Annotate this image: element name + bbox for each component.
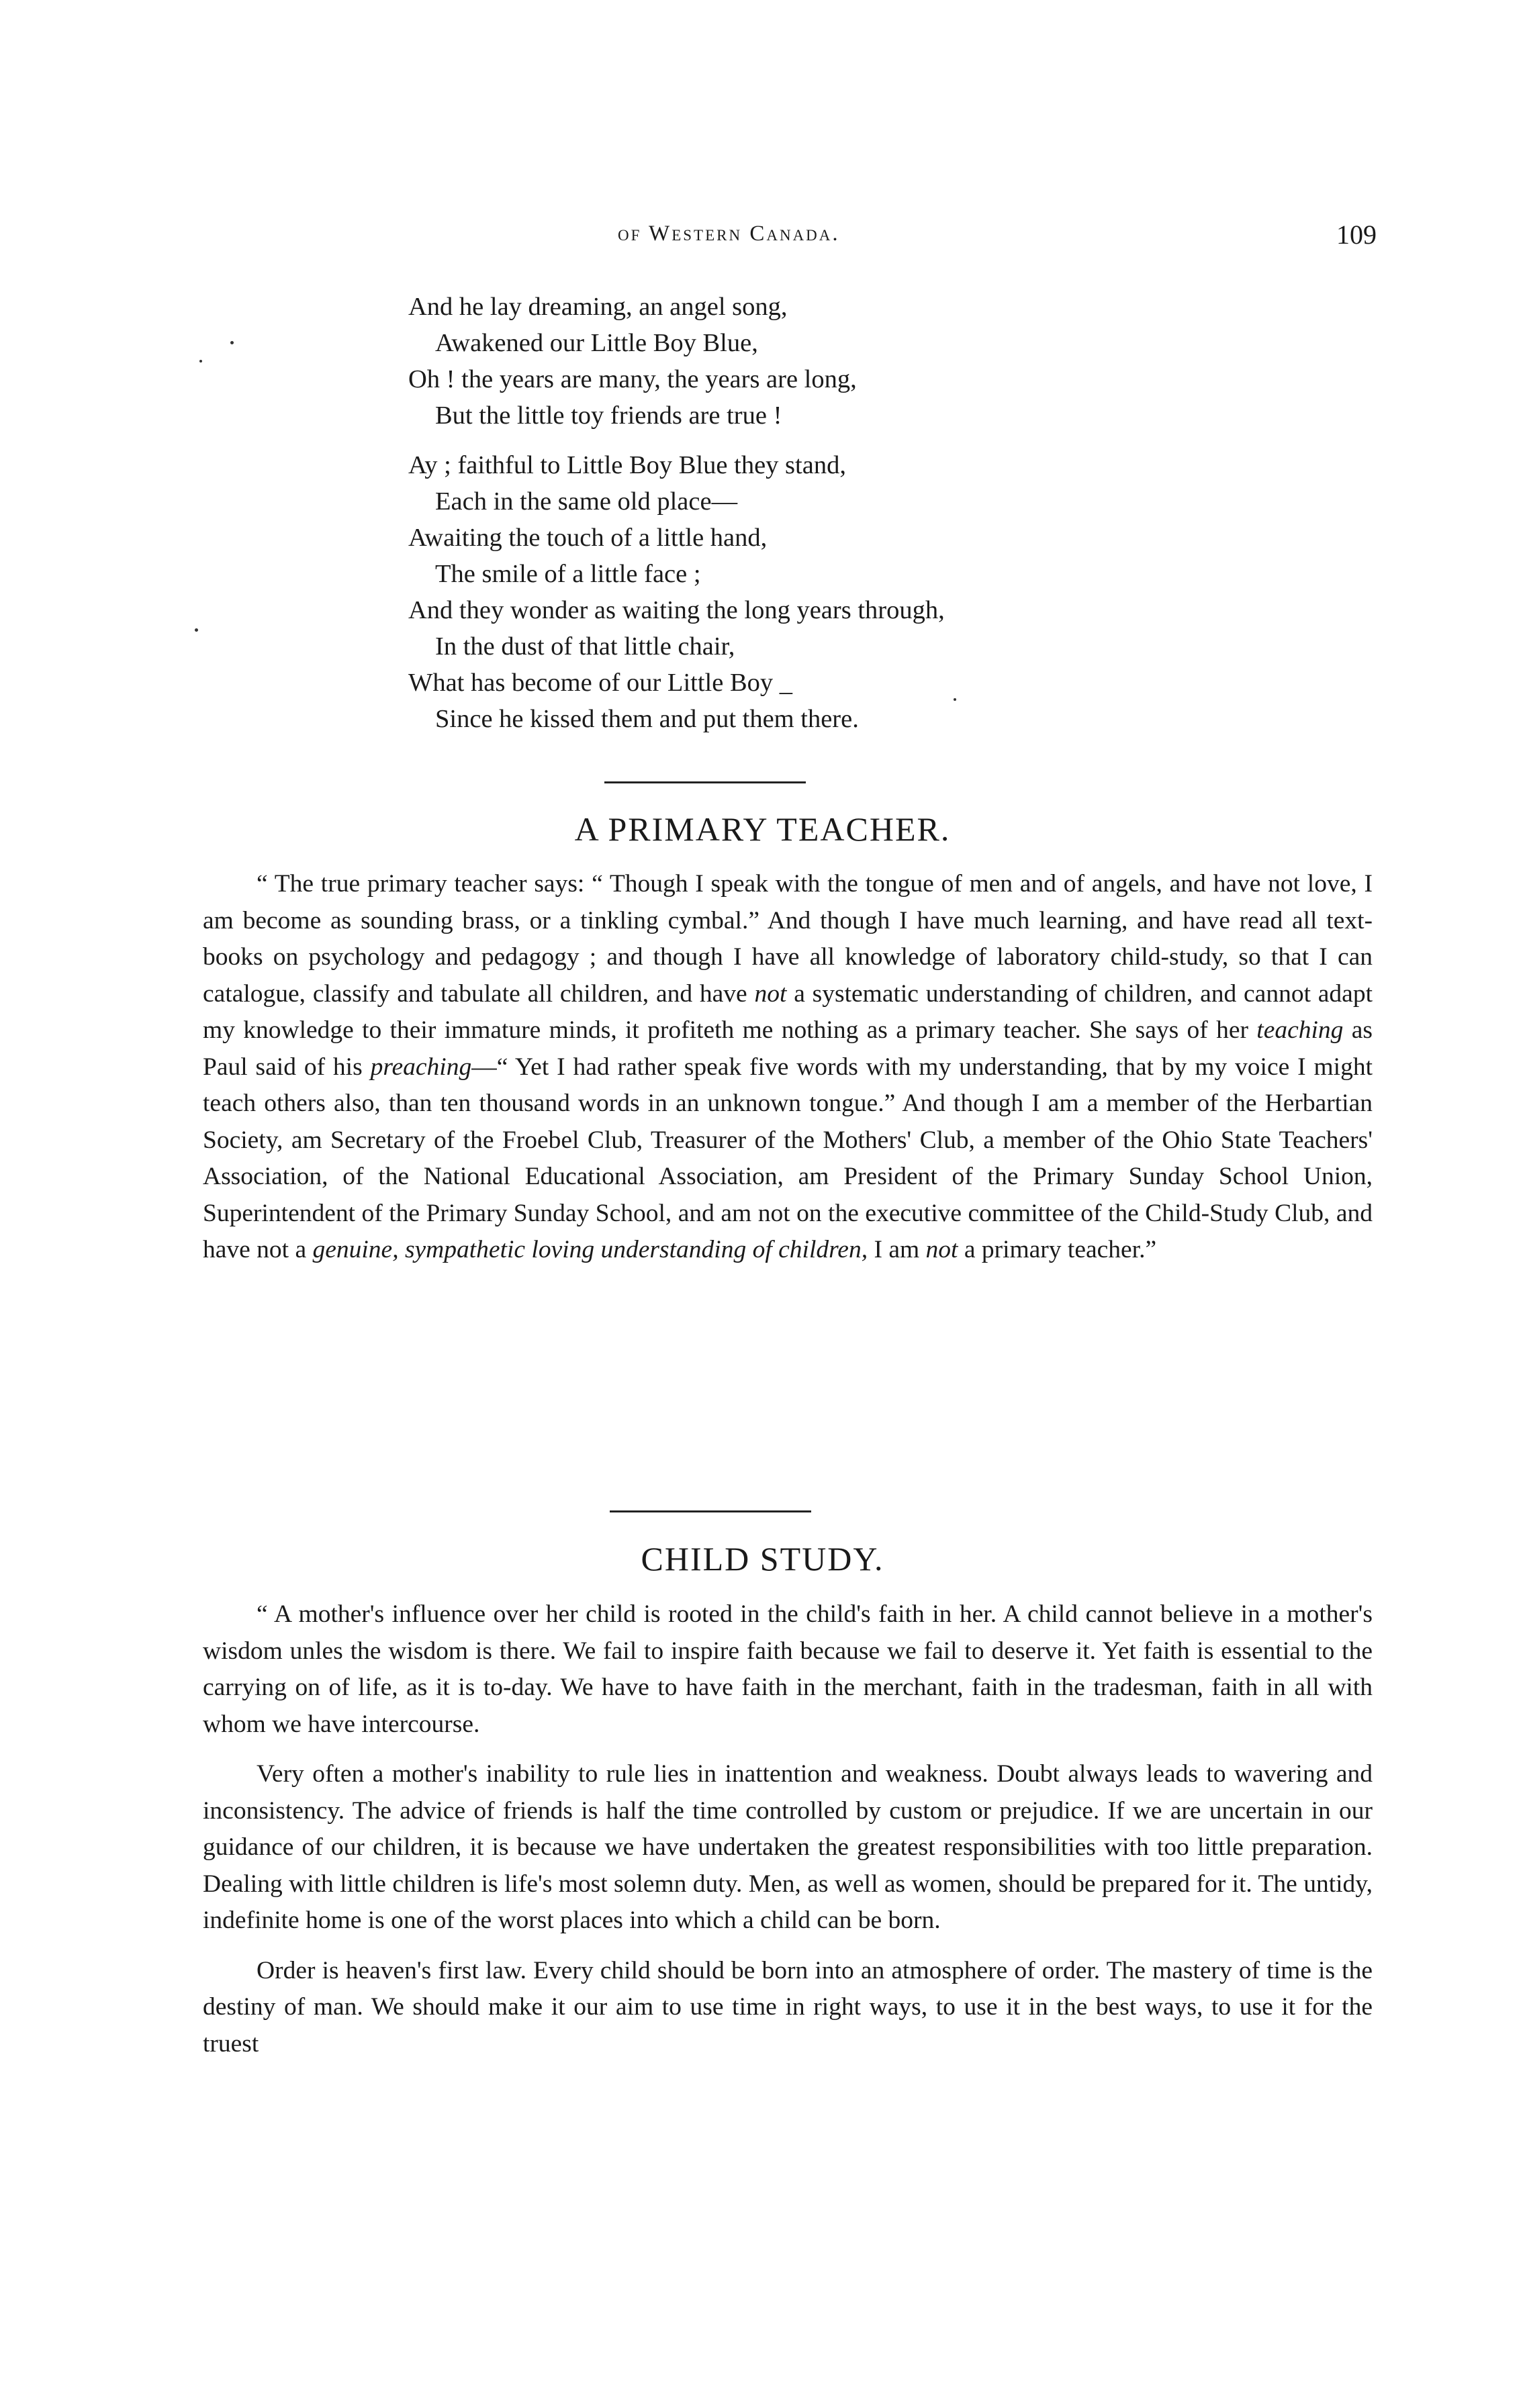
text-run: a primary teacher.” bbox=[958, 1236, 1157, 1263]
poem-line: Awakened our Little Boy Blue, bbox=[435, 329, 758, 357]
poem-line: Ay ; faithful to Little Boy Blue they stand, bbox=[408, 451, 846, 479]
poem-line: Each in the same old place— bbox=[435, 487, 738, 516]
poem-line: In the dust of that little chair, bbox=[435, 632, 735, 661]
running-head bbox=[0, 222, 1525, 255]
scan-speck bbox=[954, 698, 956, 701]
paragraph: Order is heaven's first law. Every child should be born into an atmosphere of order. The mastery of time is the destiny of man. We should make it our aim to use time in right ways, to use it in the best ways, to use it for the truest bbox=[203, 1956, 1373, 2058]
poem-line: Since he kissed them and put them there. bbox=[435, 705, 859, 733]
poem-line: Awaiting the touch of a little hand, bbox=[408, 524, 768, 552]
primary-teacher-text bbox=[203, 866, 1373, 1269]
text-run: “ The true primary teacher says: “ Though I speak with the tongue of men and of angels, and have not love, I am become as sounding brass, or a tinkling cymbal.” And though I have much learning, and have read all text-books on psychology and pedagogy ; and though I have all knowledge of laboratory child-study, so that I can catalogue, classify and tabulate all children, and have bbox=[203, 870, 1373, 1008]
poem-line: But the little toy friends are true ! bbox=[435, 401, 782, 430]
poem-line: What has become of our Little Boy _ bbox=[408, 669, 792, 697]
text-run: —“ Yet I had rather speak five words with my understanding, that by my voice I might teach others also, than ten thousand words in an unknown tongue.” And though I am a member of the Herbartian Society, am Secretary of the Froebel Club, Treasurer of the Mothers' Club, a member of the Ohio State Teachers' Association, of the National Educational Association, am President of the Primary Sunday School Union, Superintendent of the Primary Sunday School, and am not on the executive committee of the Child-Study Club, and have not a bbox=[203, 1053, 1373, 1263]
text-run: as Paul said of his bbox=[203, 1016, 1373, 1081]
section-divider bbox=[610, 1510, 811, 1512]
paragraph: “ A mother's influence over her child is rooted in the child's faith in her. A child cannot believe in a mother's wisdom unles the wisdom is there. We fail to inspire faith because we fail to deserve it. Yet faith is essential to the carrying on of life, as it is to-day. We have to have faith in the merchant, faith in the tradesman, faith in all with whom we have intercourse. bbox=[203, 1600, 1373, 1738]
poem-line: Oh ! the years are many, the years are long, bbox=[408, 365, 857, 393]
poem-line: The smile of a little face ; bbox=[435, 560, 701, 588]
scan-speck bbox=[195, 628, 198, 632]
section-divider bbox=[604, 781, 806, 783]
page-number: 109 bbox=[1336, 220, 1377, 250]
emphasis: not bbox=[754, 979, 787, 1008]
text-run: I am bbox=[868, 1236, 926, 1263]
emphasis: preaching bbox=[370, 1053, 472, 1081]
poem-line: And they wonder as waiting the long years through, bbox=[408, 596, 945, 624]
child-study-text bbox=[203, 1596, 1373, 2062]
poem-stanza bbox=[408, 289, 1281, 434]
scan-speck bbox=[199, 360, 202, 363]
paragraph: Very often a mother's inability to rule lies in inattention and weakness. Doubt always leads to wavering and inconsistency. The advice of friends is half the time controlled by custom or prejudice. If we are uncertain in our guidance of our children, it is because we have undertaken the greatest responsibilities with too little preparation. Dealing with little children is life's most solemn duty. Men, as well as women, should be prepared for it. The untidy, indefinite home is one of the worst places into which a child can be born. bbox=[203, 1760, 1373, 1934]
poem-line: And he lay dreaming, an angel song, bbox=[408, 293, 788, 321]
poem bbox=[408, 289, 1281, 751]
emphasis: genuine, sympathetic loving understanding of children, bbox=[312, 1236, 868, 1263]
running-title: of Western Canada. bbox=[618, 222, 840, 246]
emphasis: not bbox=[925, 1236, 958, 1263]
poem-stanza bbox=[408, 447, 1281, 737]
scan-speck bbox=[230, 341, 234, 344]
paragraph bbox=[203, 866, 1373, 1269]
section-title-primary-teacher: A PRIMARY TEACHER. bbox=[574, 810, 951, 848]
emphasis: teaching bbox=[1256, 1016, 1344, 1044]
text-run: a systematic understanding of children, and cannot adapt my knowledge to their immature minds, it profiteth me nothing as a primary teacher. She says of her bbox=[203, 979, 1373, 1044]
section-title-child-study: CHILD STUDY. bbox=[641, 1540, 884, 1578]
